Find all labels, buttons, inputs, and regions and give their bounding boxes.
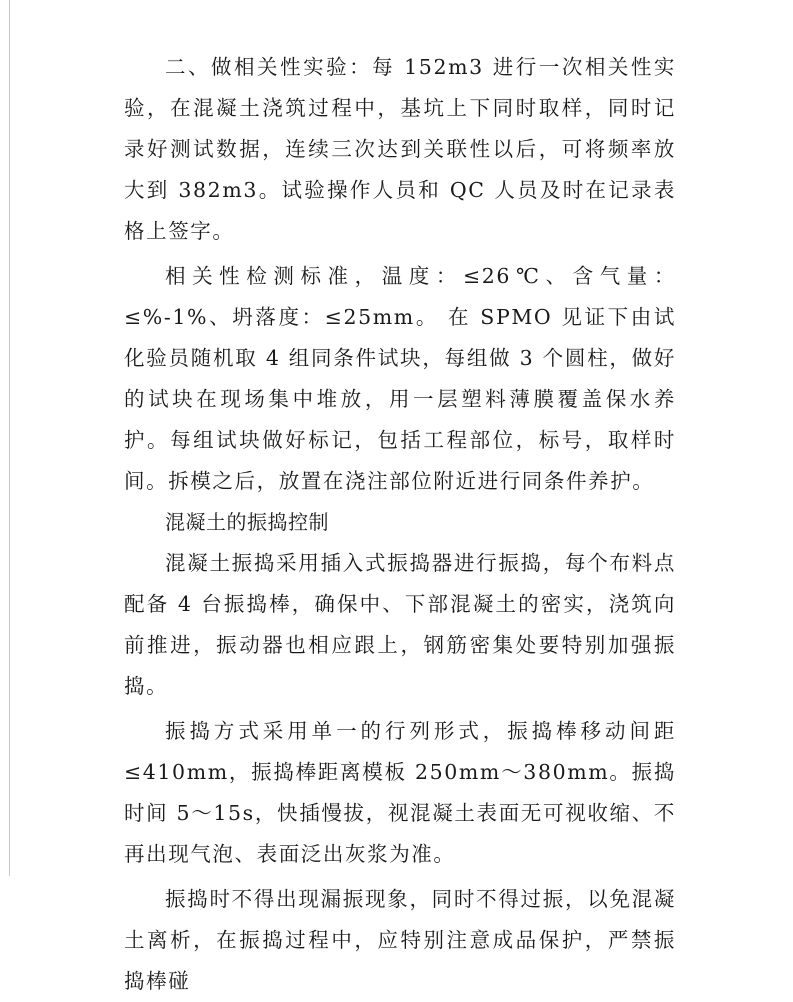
- paragraph-vibration-method: 混凝土振捣采用插入式振捣器进行振捣，每个布料点配备 4 台振捣棒，确保中、下部混凝土的密实，浇筑向前推进，振动器也相应跟上，钢筋密集处要特别加强振捣。: [124, 551, 676, 698]
- paragraph-vibration-pattern: 振捣方式采用单一的行列形式，振捣棒移动间距≤410mm，振捣棒距离模板 250mm～380mm。振捣时间 5～15s，快插慢拔，视混凝土表面无可视收缩、不再出现气泡、表面泛出灰浆为准。: [124, 719, 676, 866]
- page-left-border: [9, 0, 10, 876]
- paragraph-vibration-caution: 振捣时不得出现漏振现象，同时不得过振，以免混凝土离析，在振捣过程中，应特别注意成品保护，严禁振捣棒碰: [124, 887, 676, 993]
- document-page: [124, 47, 676, 1002]
- paragraph-test-standards: 相关性检测标准，温度：≤26℃、含气量：≤%-1%、坍落度：≤25mm。 在 SPMO 见证下由试化验员随机取 4 组同条件试块，每组做 3 个圆柱，做好的试块在现场集中堆放，用一层塑料薄膜覆盖保水养护。每组试块做好标记，包括工程部位，标号，取样时间。拆模之后，放置在浇注部位附近进行同条件养护。: [124, 264, 676, 493]
- section-heading-vibration-control: 混凝土的振捣控制: [165, 510, 329, 534]
- paragraph-correlation-test: 二、做相关性实验：每 152m3 进行一次相关性实验，在混凝土浇筑过程中，基坑上下同时取样，同时记录好测试数据，连续三次达到关联性以后，可将频率放大到 382m3。试验操作人员和 QC 人员及时在记录表格上签字。: [124, 55, 676, 243]
